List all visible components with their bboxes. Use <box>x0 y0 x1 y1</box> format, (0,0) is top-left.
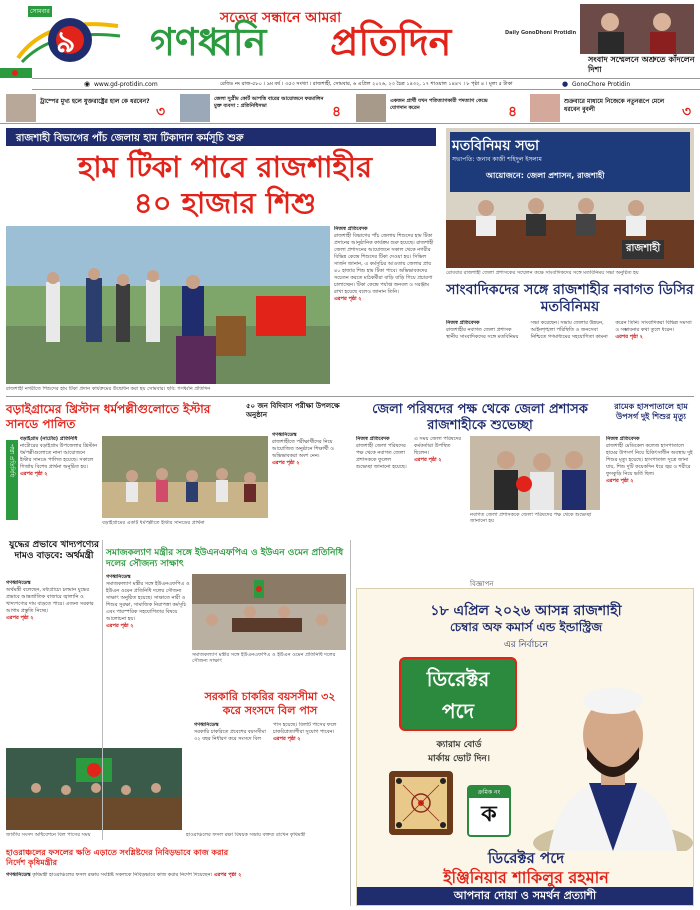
farm-byline: গণধ্বনিডেস্ক <box>6 872 31 878</box>
lead-body-column <box>334 226 436 384</box>
hospital-body-block <box>606 436 696 536</box>
ministry-headline[interactable]: সমাজকল্যাণ মন্ত্রীর সঙ্গে ইউএনএফপিএ ও ইউএন ওমেন প্রতিনিধি দলের সৌজন্য সাক্ষাৎ <box>106 548 344 569</box>
jobs-headline[interactable]: সরকারি চাকরির বয়সসীমা ৩২ করে সংসদে বিল পাস <box>204 690 336 717</box>
jobs-byline: গণধ্বনিডেস্ক <box>194 722 219 728</box>
dc-meeting-headline[interactable]: সাংবাদিকদের সঙ্গে রাজশাহীর নবাগত ডিসির মতবিনিময় <box>446 282 694 315</box>
dateline: রেজিঃ নং রাজ-৫৮০ । ৯ম বর্ষ । ৩৫৩ সংখ্যা । রাজশাহী, সোমবার, ৬ এপ্রিল ২০২৬, ২৩ চৈত্র ১৪৩২, ১৭ শাওয়াল ১৪৪৭ । ৮ পৃষ্ঠা ৪ । মূল্য ৫ টাকা <box>220 81 513 87</box>
masthead-subtitle: Daily GonoDhoni Protidin <box>505 30 577 36</box>
hospital-continued[interactable]: এরপর পৃষ্ঠা ২ <box>606 478 634 484</box>
lead-byline: নিজস্ব প্রতিবেদক <box>334 226 368 232</box>
exams-headline[interactable]: ৫০ জন বিদিবাস পরীক্ষা উপলক্ষে অনুষ্ঠান <box>246 402 340 419</box>
lead-headline-2[interactable]: ৪০ হাজার শিশু <box>133 186 317 220</box>
war-byline: গণধ্বনিডেস্ক <box>6 580 31 586</box>
ad-title-3: এর নির্বাচনে <box>503 640 549 650</box>
carrom-board-icon <box>387 769 455 837</box>
flag-band-left <box>0 68 32 78</box>
jobs-body: সরকারি চাকরিতে প্রবেশের বয়সসীমা ৩২ বছর নির্ধারণ করে সংসদে বিল পাস হয়েছে। বিলটি পাসের ফলে চাকরিপ্রত্যাশীরা সুযোগ পাবেন। <box>194 722 337 742</box>
lead-kicker-bar <box>6 128 436 146</box>
dc-meeting-byline: নিজস্ব প্রতিবেদক <box>446 320 480 326</box>
hospital-headline[interactable]: রামেক হাসপাতালে হাম উপসর্গ দুই শিশুর মৃত্যু <box>614 402 688 421</box>
council-byline: নিজস্ব প্রতিবেদক <box>356 436 390 442</box>
masthead-title-left: গণধ্বনি <box>150 20 267 64</box>
teaser-text: শুক্রবারে মাধ্যমে নিজেকে নতুনরূপে মেলে ধরবেন বুবলী <box>564 98 665 113</box>
globe-icon: ◉ <box>84 80 91 88</box>
dc-meeting-photo <box>446 128 694 268</box>
dc-banner-org: আয়োজনে: জেলা প্রশাসন, রাজশাহী <box>486 171 605 180</box>
masthead-title-right: প্রতিদিন <box>330 20 452 64</box>
farm-headline[interactable]: হাওরাঞ্চলের ফসলের ক্ষতি এড়াতে সংশ্লিষ্টদের নিবিড়ভাবে কাজ করার নির্দেশ কৃষিমন্ত্রীর <box>6 848 229 867</box>
teaser-page: ৩ <box>682 104 692 120</box>
ballot-badge <box>467 785 511 837</box>
ad-post-2: পদে <box>441 699 475 723</box>
teaser-text: জেলা সুপ্রীম কোর্ট আপত্তি বারের আয়োজনে ফরমালিন মুক্ত ব্যবসা : প্রতিনিধিসভা <box>214 96 324 109</box>
jobs-caption: জাতীয় সংসদ অধিবেশনে বিল পাসের সময় <box>6 832 91 838</box>
lead-kicker: রাজশাহী বিভাগের পাঁচ জেলায় হাম টিকাদান কর্মসূচি শুরু <box>16 133 244 144</box>
ministry-body-block <box>106 574 190 694</box>
ballot-number-label: ক্রমিক নং <box>469 787 509 798</box>
dc-meeting-continued[interactable]: এরপর পৃষ্ঠা ২ <box>615 334 643 340</box>
council-continued[interactable]: এরপর পৃষ্ঠা ২ <box>414 457 442 463</box>
teaser-thumb <box>6 94 36 122</box>
lead-photo-caption: রাজশাহী নগরীতে শিশুদের হাম টিকা প্রদান কার্যক্রমের উদ্বোধন করা হয় সোমবার। ছবি: গণধ্বনি প্রতিদিন <box>6 386 211 392</box>
divider <box>350 540 351 906</box>
hospital-byline: নিজস্ব প্রতিবেদক <box>606 436 640 442</box>
war-continued[interactable]: এরপর পৃষ্ঠা ২ <box>6 615 34 621</box>
easter-continued[interactable]: এরপর পৃষ্ঠা ২ <box>20 471 48 477</box>
war-body: অর্থমন্ত্রী বলেছেন, মধ্যপ্রাচ্যে চলমান যুদ্ধের প্রভাবে আন্তর্জাতিক বাজারে জ্বালানি ও খাদ্যপণ্যের দাম বাড়তে পারে। এজন্য সরকার আগাম প্রস্তুতি নিচ্ছে। <box>6 587 94 614</box>
easter-photo <box>102 436 268 518</box>
teaser-item[interactable] <box>180 94 348 122</box>
easter-headline[interactable]: বড়াইগ্রামের খ্রিস্টান ধর্মপল্লীগুলোতে ইস্টার সানডে পালিত <box>6 402 211 431</box>
easter-body-block <box>20 436 98 586</box>
facebook-link[interactable]: GonoChore Protidin <box>572 81 631 88</box>
exams-body: রাজশাহীতে পরীক্ষার্থীদের নিয়ে আয়োজিত অনুষ্ঠানে শিক্ষার্থী ও অভিভাবকরা অংশ নেন। <box>272 439 334 459</box>
jobs-body-block <box>194 722 346 832</box>
ministry-continued[interactable]: এরপর পৃষ্ঠা ২ <box>106 623 134 629</box>
exams-body-block <box>272 432 350 532</box>
ad-footer: আপনার দোয়া ও সমর্থন প্রত্যাশী <box>357 887 693 906</box>
facebook-icon: ● <box>562 80 569 88</box>
dc-name-plate: রাজশাহী <box>622 240 664 259</box>
easter-byline: বড়াইগ্রাম (নাটোর) প্রতিনিধি <box>20 436 78 442</box>
easter-caption: বড়াইগ্রামের একটি ধর্মপল্লীতে ইস্টার সানডের প্রার্থনা <box>102 520 205 526</box>
ministry-caption: সমাজকল্যাণ মন্ত্রীর সঙ্গে ইউএনএফপিএ ও ইউএন ওমেন প্রতিনিধি দলের সৌজন্য সাক্ষাৎ <box>192 652 336 664</box>
ad-panel[interactable] <box>356 588 694 906</box>
jobs-continued[interactable]: এরপর পৃষ্ঠা ২ <box>273 736 301 742</box>
ad-symbol-1: ক্যারাম বোর্ড <box>436 740 482 750</box>
candidate-name: ইঞ্জিনিয়ার শাকিলুর রহমান <box>443 868 609 887</box>
teaser-thumb <box>180 94 210 122</box>
dateline-bar <box>32 78 700 90</box>
dc-banner-title: মতবিনিময় সভা <box>452 138 540 154</box>
council-body-block <box>356 436 466 508</box>
ad-symbol-2: মার্কায় ভোট দিন। <box>428 754 490 764</box>
ad-title-2: চেম্বার অফ কমার্স এন্ড ইন্ডাস্ট্রিজ <box>449 620 603 634</box>
council-headline[interactable]: জেলা পরিষদের পক্ষ থেকে জেলা প্রশাসক রাজশাহীকে শুভেচ্ছা <box>372 402 588 433</box>
ad-title-1: ১৮ এপ্রিল ২০২৬ আসন্ন রাজশাহী <box>430 603 622 619</box>
ministry-photo <box>192 574 346 650</box>
dc-banner-sub: সভাপতি: জনাব কাজী শহিদুল ইসলাম <box>452 156 542 163</box>
teaser-text: ট্রাম্পের মুখ্য হলে যুক্তরাষ্ট্রের হাল কে ধরবেন? <box>40 98 150 105</box>
lead-photo <box>6 226 330 384</box>
candidate-post: ডিরেক্টর পদে <box>487 849 565 867</box>
masthead-slogan: সত্যের সন্ধানে আমরা <box>220 10 342 26</box>
farm-body-block <box>6 872 346 908</box>
easter-body: নাটোরের বড়াইগ্রাম উপজেলার খ্রিস্টান ধর্মপল্লীগুলোতে নানা আয়োজনে ইস্টার সানডে পালিত হয়েছে। সকালে গির্জায় বিশেষ প্রার্থনা অনুষ্ঠিত হয়। <box>20 443 98 470</box>
side-flag-text: পদ্মা প্রতিনিধি <box>8 444 15 477</box>
jobs-photo <box>6 748 182 830</box>
teaser-row <box>0 92 700 124</box>
divider <box>102 540 103 840</box>
teaser-item[interactable] <box>6 94 174 122</box>
hospital-body: রাজশাহী মেডিকেল কলেজ হাসপাতালে হামের উপসর্গ নিয়ে চিকিৎসাধীন অবস্থায় দুই শিশুর মৃত্যু হয়েছে। হাসপাতাল সূত্রে জানা যায়, শিশু দুটি কয়েকদিন ধরে জ্বর ও শরীরে ফুসকুড়ি নিয়ে ভর্তি ছিল। <box>606 443 693 477</box>
teaser-page: ৪ <box>508 104 518 120</box>
lead-continued[interactable]: এরপর পৃষ্ঠা ২ <box>334 296 362 302</box>
war-body-block <box>6 580 102 744</box>
logo-numeral: ৯ <box>56 25 76 60</box>
logo-day-tag: সোমবার <box>30 8 50 15</box>
council-photo-left <box>470 436 600 510</box>
masthead <box>0 0 700 78</box>
council-body: রাজশাহী জেলা পরিষদের পক্ষ থেকে নবাগত জেলা প্রশাসককে ফুলেল শুভেচ্ছা জানানো হয়েছে। এ সময় জেলা পরিষদের কর্মকর্তারা উপস্থিত ছিলেন। <box>356 436 461 470</box>
farm-caption: হাওরাঞ্চলের ফসল রক্ষা বিষয়ক সভায় বক্তব্য রাখেন কৃষিমন্ত্রী <box>186 832 306 838</box>
divider <box>6 396 694 397</box>
teaser-item[interactable] <box>356 94 524 122</box>
teaser-page: ৩ <box>156 104 166 120</box>
teaser-item[interactable] <box>530 94 698 122</box>
logo <box>8 6 128 68</box>
candidate-photo <box>529 655 693 851</box>
teaser-thumb <box>356 94 386 122</box>
ballot-letter: ক <box>481 802 497 827</box>
lead-headline-1[interactable]: হাম টিকা পাবে রাজশাহীর <box>77 150 373 184</box>
dc-meeting-body: রাজশাহীর নবাগত জেলা প্রশাসক স্থানীয় সাংবাদিকদের সঙ্গে মতবিনিময় সভা করেছেন। সভায় জেলার উন্নয়ন, আইনশৃঙ্খলা পরিস্থিতি ও জনসেবা নিশ্চিতে গণমাধ্যমের সহযোগিতা কামনা করেন তিনি। সাংবাদিকরা বিভিন্ন সমস্যা ও সম্ভাবনার কথা তুলে ধরেন। <box>446 320 692 340</box>
dc-meeting-caption: রোববার রাজশাহী জেলা প্রশাসকের সম্মেলন কক্ষে সাংবাদিকদের সঙ্গে মতবিনিময় সভা অনুষ্ঠিত হয় <box>446 270 639 276</box>
ad-post-1: ডিরেক্টর <box>426 667 490 691</box>
exams-byline: গণধ্বনিডেস্ক <box>272 432 297 438</box>
teaser-page: ৪ <box>332 104 342 120</box>
teaser-text: একজন প্রার্থী যখন পতিত্যাগকারী পদত্যাগ কেন্দ্রে যোগদান করেন <box>390 98 488 111</box>
farm-body: কৃষিমন্ত্রী হাওরাঞ্চলের ফসল রক্ষায় সংশ্লিষ্ট সকলকে নিবিড়ভাবে কাজ করার নির্দেশ দিয়েছেন। <box>32 872 213 878</box>
promo-box[interactable] <box>580 4 694 54</box>
farm-continued[interactable]: এরপর পৃষ্ঠা ২ <box>213 872 242 878</box>
side-flag <box>6 440 18 520</box>
promo-photo <box>580 4 694 54</box>
ad-post-badge <box>399 657 517 731</box>
council-caption: নবাগত জেলা প্রশাসককে জেলা পরিষদের পক্ষ থেকে শুভেচ্ছা জানানো হয় <box>470 512 592 524</box>
lead-body: রাজশাহী বিভাগের পাঁচ জেলায় শিশুদের হাম টিকা প্রদানের আনুষ্ঠানিক কার্যক্রম শুরু হয়েছে। রাজশাহী জেলা প্রশাসনের আয়োজনে সকাল থেকে নগরীর বিভিন্ন কেন্দ্রে শিশুদের টিকা দেওয়া হয়। সিভিল সার্জন জানান, এ কর্মসূচির আওতায় জেলার প্রায় ৪০ হাজার শিশু হাম টিকা পাবে। অভিভাবকদের সচেতন করতে মাঠকর্মীরা বাড়ি বাড়ি গিয়ে প্রচারণা চালাচ্ছেন। টিকা কেন্দ্রে পর্যাপ্ত জনবল ও সরঞ্জাম রাখা হয়েছে বলেও জানান তিনি। <box>334 233 434 295</box>
promo-caption: সংবাদ সম্মেলনে অশ্রুতে কাঁদলেন দিশা <box>588 55 695 74</box>
ministry-byline: গণধ্বনিডেস্ক <box>106 574 131 580</box>
teaser-thumb <box>530 94 560 122</box>
war-headline[interactable]: যুদ্ধের প্রভাবে খাদ্যপণ্যের দামও বাড়বে: অর্থমন্ত্রী <box>9 540 99 561</box>
exams-continued[interactable]: এরপর পৃষ্ঠা ২ <box>272 460 300 466</box>
website-link[interactable]: www.gd-protidin.com <box>94 81 158 88</box>
ad-label: বিজ্ঞাপন <box>470 580 494 588</box>
ministry-body: সমাজকল্যাণ মন্ত্রীর সঙ্গে ইউএনএফপিএ ও ইউএন ওমেন প্রতিনিধি দলের সৌজন্য সাক্ষাৎ অনুষ্ঠিত হয়েছে। সাক্ষাতে নারী ও শিশুর সুরক্ষা, সামাজিক নিরাপত্তা কর্মসূচি এবং পারস্পরিক সহযোগিতার বিষয়ে আলোচনা হয়। <box>106 581 190 622</box>
